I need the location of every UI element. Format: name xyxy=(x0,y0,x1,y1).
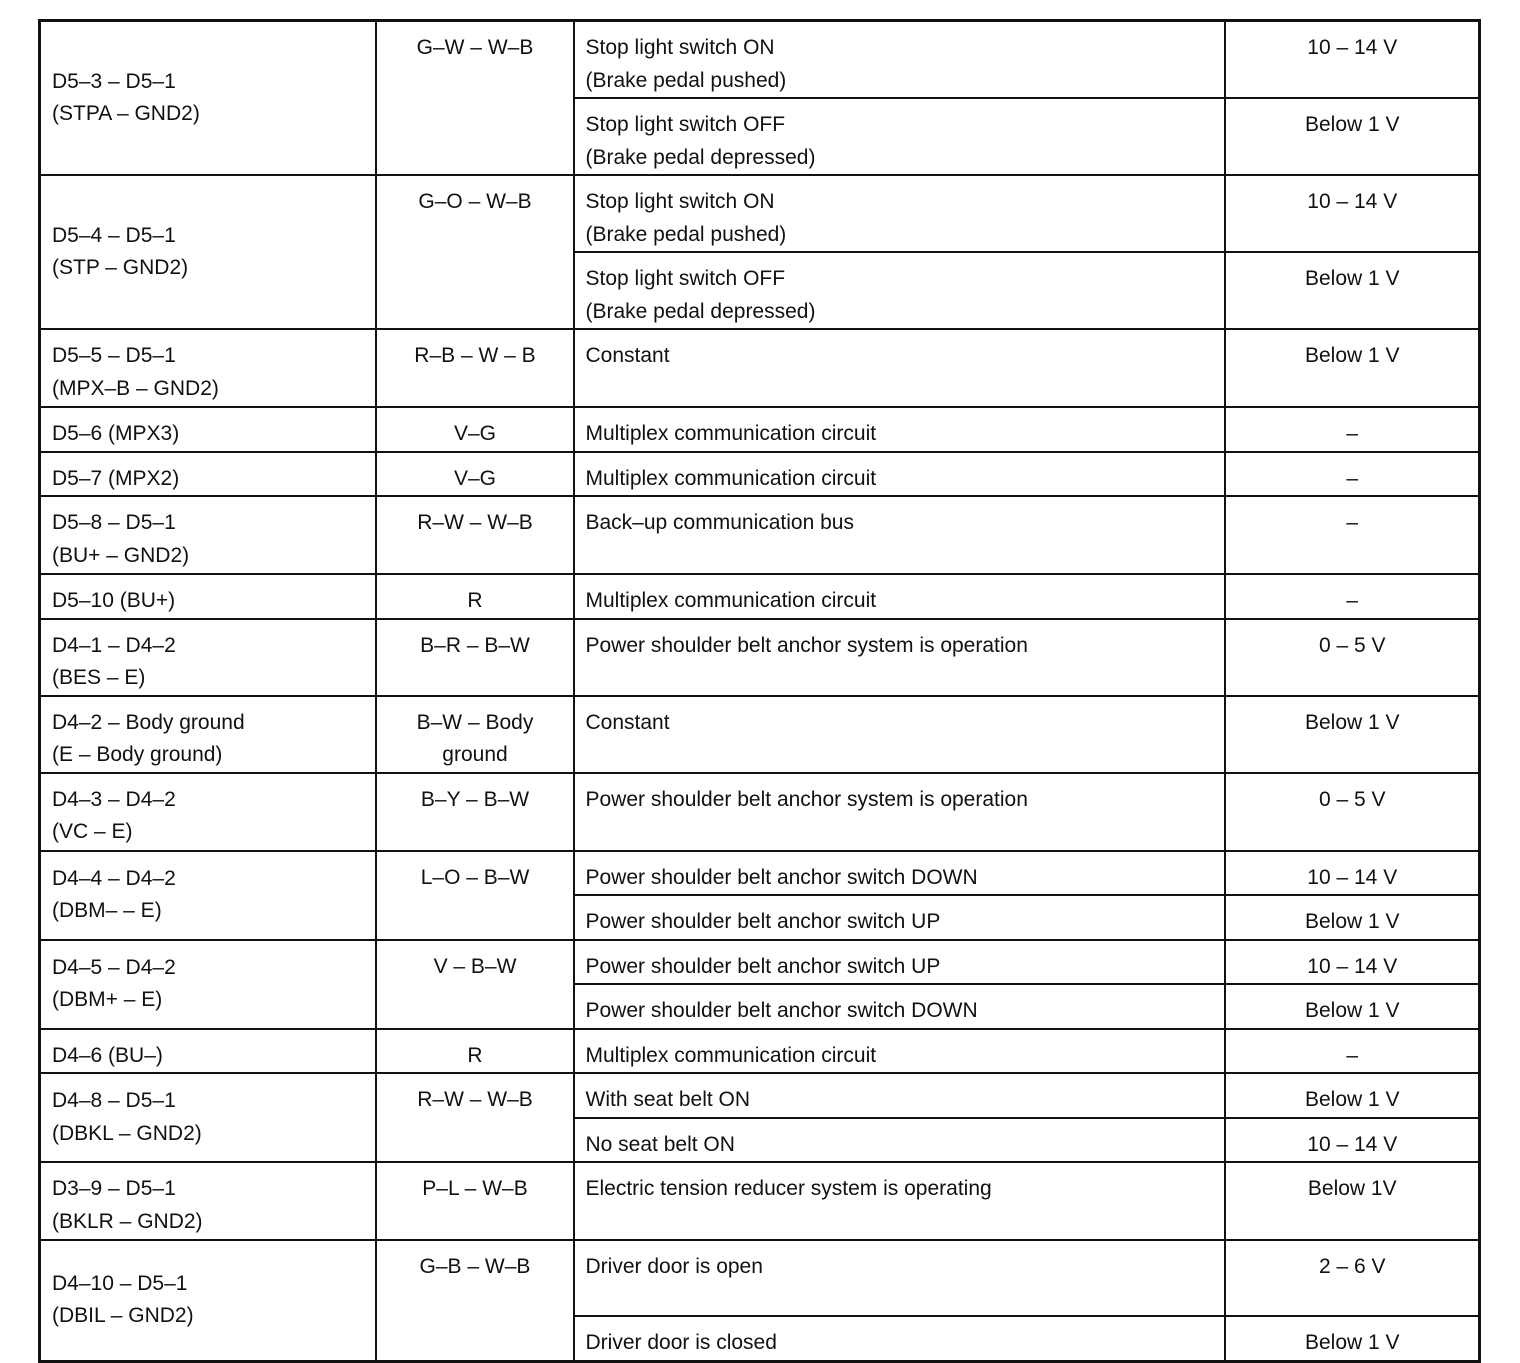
condition-cell xyxy=(574,574,1225,619)
specified-value-cell xyxy=(1225,1029,1480,1074)
table-row xyxy=(40,619,1480,696)
specified-value: – xyxy=(1346,466,1359,490)
terminal-cell xyxy=(40,496,376,574)
table-body xyxy=(40,21,1480,1362)
terminal-line: (E – Body ground) xyxy=(52,743,223,766)
specified-value-cell xyxy=(1225,252,1480,329)
table-row xyxy=(40,851,1480,896)
terminal-line: (MPX–B – GND2) xyxy=(52,376,219,400)
terminal-line: D4–3 – D4–2 xyxy=(52,787,176,811)
condition-line: With seat belt ON xyxy=(585,1088,751,1111)
terminal-line: (DBKL – GND2) xyxy=(52,1121,202,1145)
terminal-line: D4–6 (BU–) xyxy=(52,1043,163,1067)
condition-line: Stop light switch ON xyxy=(585,36,775,59)
terminal-line: (DBM– – E) xyxy=(52,899,162,922)
condition-line: Constant xyxy=(585,710,670,734)
specified-value-cell xyxy=(1225,452,1480,497)
specified-value: – xyxy=(1346,1043,1359,1067)
specified-value-cell xyxy=(1225,984,1480,1029)
specified-value-cell xyxy=(1225,773,1480,851)
specified-value: – xyxy=(1346,589,1359,612)
terminal-line: (STP – GND2) xyxy=(52,256,189,279)
table-row xyxy=(40,1240,1480,1316)
condition-cell xyxy=(574,851,1225,896)
terminal-line: D5–10 (BU+) xyxy=(52,589,176,612)
specified-value-cell xyxy=(1225,407,1480,452)
table-row xyxy=(40,175,1480,252)
condition-line: Multiplex communication circuit xyxy=(585,466,877,490)
specified-value: Below 1 V xyxy=(1304,113,1400,136)
terminal-line: D4–2 – Body ground xyxy=(52,710,245,734)
condition-cell xyxy=(574,940,1225,985)
wiring-color-text: B–R – B–W xyxy=(420,633,530,657)
wiring-color-cell xyxy=(376,452,574,497)
terminal-line: (VC – E) xyxy=(52,820,133,843)
condition-cell xyxy=(574,1316,1225,1361)
condition-line: (Brake pedal depressed) xyxy=(585,145,816,169)
condition-line: Stop light switch OFF xyxy=(585,113,786,136)
specified-value-cell xyxy=(1225,895,1480,940)
condition-line: Driver door is open xyxy=(585,1255,763,1278)
condition-line: Multiplex communication circuit xyxy=(585,1043,877,1067)
wiring-color-text: R xyxy=(467,1043,483,1067)
terminal-cell xyxy=(40,696,376,773)
specified-value: 0 – 5 V xyxy=(1318,787,1386,811)
specified-value: 10 – 14 V xyxy=(1307,36,1398,59)
terminal-cell xyxy=(40,574,376,619)
specified-value-cell xyxy=(1225,619,1480,696)
condition-line: Multiplex communication circuit xyxy=(585,589,877,612)
specified-value: Below 1 V xyxy=(1304,999,1400,1022)
terminal-cell xyxy=(40,1240,376,1361)
condition-cell xyxy=(574,1073,1225,1118)
wiring-color-cell xyxy=(376,619,574,696)
specified-value: Below 1 V xyxy=(1304,1331,1400,1354)
terminal-cell xyxy=(40,329,376,407)
condition-line: Driver door is closed xyxy=(585,1331,777,1354)
condition-cell xyxy=(574,773,1225,851)
table-row xyxy=(40,496,1480,574)
specified-value: 10 – 14 V xyxy=(1307,1132,1398,1156)
terminal-spec-table-container xyxy=(38,19,1481,1363)
table-row xyxy=(40,329,1480,407)
terminal-line: D5–4 – D5–1 xyxy=(52,223,176,247)
specified-value: 0 – 5 V xyxy=(1318,633,1386,657)
terminal-cell xyxy=(40,407,376,452)
wiring-color-text: R–W – W–B xyxy=(417,511,533,534)
wiring-color-cell xyxy=(376,175,574,329)
specified-value-cell xyxy=(1225,496,1480,574)
terminal-line: D4–10 – D5–1 xyxy=(52,1271,188,1295)
table-row xyxy=(40,1073,1480,1118)
wiring-color-cell xyxy=(376,21,574,176)
specified-value-cell xyxy=(1225,1316,1480,1361)
terminal-line: (STPA – GND2) xyxy=(52,102,200,125)
condition-cell xyxy=(574,98,1225,175)
specified-value-cell xyxy=(1225,1118,1480,1163)
condition-line: Power shoulder belt anchor switch DOWN xyxy=(585,999,978,1022)
condition-cell xyxy=(574,895,1225,940)
condition-line: Constant xyxy=(585,344,670,367)
specified-value: 10 – 14 V xyxy=(1307,190,1398,213)
specified-value: 10 – 14 V xyxy=(1307,865,1398,889)
wiring-color-text: L–O – B–W xyxy=(420,865,530,889)
specified-value: Below 1 V xyxy=(1304,1088,1400,1111)
specified-value-cell xyxy=(1225,98,1480,175)
wiring-color-cell xyxy=(376,1162,574,1240)
terminal-spec-table xyxy=(38,19,1481,1363)
condition-cell xyxy=(574,252,1225,329)
specified-value: 2 – 6 V xyxy=(1318,1255,1386,1278)
wiring-color-cell xyxy=(376,773,574,851)
table-row xyxy=(40,773,1480,851)
condition-cell xyxy=(574,696,1225,773)
terminal-line: D4–1 – D4–2 xyxy=(52,633,176,657)
terminal-line: D5–3 – D5–1 xyxy=(52,69,176,93)
condition-cell xyxy=(574,21,1225,99)
terminal-line: D5–5 – D5–1 xyxy=(52,344,176,367)
wiring-color-cell xyxy=(376,329,574,407)
terminal-line: D4–4 – D4–2 xyxy=(52,866,176,890)
terminal-line: D3–9 – D5–1 xyxy=(52,1177,176,1200)
condition-cell xyxy=(574,1118,1225,1163)
terminal-line: D5–7 (MPX2) xyxy=(52,466,180,490)
terminal-cell xyxy=(40,175,376,329)
specified-value: Below 1 V xyxy=(1304,710,1400,734)
wiring-color-text: B–Y – B–W xyxy=(420,787,530,811)
wiring-color-text: G–B – W–B xyxy=(419,1255,531,1278)
table-row xyxy=(40,940,1480,985)
wiring-color-cell xyxy=(376,574,574,619)
table-row xyxy=(40,407,1480,452)
condition-line: (Brake pedal depressed) xyxy=(585,299,816,323)
wiring-color-cell xyxy=(376,1073,574,1162)
table-row xyxy=(40,452,1480,497)
condition-cell xyxy=(574,407,1225,452)
wiring-color-cell xyxy=(376,496,574,574)
specified-value-cell xyxy=(1225,851,1480,896)
condition-cell xyxy=(574,496,1225,574)
terminal-cell xyxy=(40,1073,376,1162)
specified-value-cell xyxy=(1225,1162,1480,1240)
specified-value-cell xyxy=(1225,696,1480,773)
terminal-line: (BU+ – GND2) xyxy=(52,543,190,567)
table-row xyxy=(40,21,1480,99)
condition-line: Power shoulder belt anchor system is operation xyxy=(585,633,1028,657)
wiring-color-text: P–L – W–B xyxy=(422,1177,528,1200)
specified-value-cell xyxy=(1225,329,1480,407)
terminal-line: (DBIL – GND2) xyxy=(52,1304,194,1328)
wiring-color-cell xyxy=(376,1029,574,1074)
specified-value: Below 1 V xyxy=(1304,267,1400,290)
condition-cell xyxy=(574,984,1225,1029)
condition-line: Power shoulder belt anchor switch UP xyxy=(585,910,941,933)
table-row xyxy=(40,696,1480,773)
specified-value: 10 – 14 V xyxy=(1307,954,1398,978)
wiring-color-text: R–W – W–B xyxy=(417,1088,533,1111)
condition-cell xyxy=(574,1029,1225,1074)
wiring-color-cell xyxy=(376,696,574,773)
condition-line: Stop light switch OFF xyxy=(585,267,786,290)
terminal-cell xyxy=(40,452,376,497)
terminal-line: (BKLR – GND2) xyxy=(52,1209,203,1233)
condition-line: Power shoulder belt anchor switch UP xyxy=(585,954,941,978)
wiring-color-cell xyxy=(376,407,574,452)
condition-line: Power shoulder belt anchor switch DOWN xyxy=(585,865,978,889)
specified-value: Below 1 V xyxy=(1304,910,1400,933)
specified-value-cell xyxy=(1225,21,1480,99)
specified-value: Below 1 V xyxy=(1304,344,1400,367)
terminal-line: D4–5 – D4–2 xyxy=(52,955,176,979)
condition-cell xyxy=(574,1162,1225,1240)
condition-line: Electric tension reducer system is operating xyxy=(585,1177,992,1200)
terminal-cell xyxy=(40,851,376,940)
terminal-line: D5–8 – D5–1 xyxy=(52,511,176,534)
specified-value: – xyxy=(1346,422,1359,445)
condition-cell xyxy=(574,452,1225,497)
terminal-cell xyxy=(40,1162,376,1240)
wiring-color-text: G–W – W–B xyxy=(416,36,534,59)
wiring-color-text: B–W – Body ground xyxy=(416,710,534,766)
wiring-color-text: V–G xyxy=(453,422,497,445)
condition-cell xyxy=(574,1240,1225,1316)
condition-line: Power shoulder belt anchor system is operation xyxy=(585,787,1028,811)
terminal-line: D4–8 – D5–1 xyxy=(52,1089,176,1112)
table-row xyxy=(40,1162,1480,1240)
terminal-cell xyxy=(40,1029,376,1074)
terminal-cell xyxy=(40,619,376,696)
condition-cell xyxy=(574,175,1225,252)
wiring-color-text: R–B – W – B xyxy=(414,344,536,367)
terminal-line: D5–6 (MPX3) xyxy=(52,422,180,445)
condition-line: (Brake pedal pushed) xyxy=(585,68,787,92)
terminal-line: (DBM+ – E) xyxy=(52,988,163,1011)
specified-value-cell xyxy=(1225,1073,1480,1118)
wiring-color-cell xyxy=(376,940,574,1029)
condition-cell xyxy=(574,329,1225,407)
wiring-color-cell xyxy=(376,851,574,940)
specified-value: Below 1V xyxy=(1307,1177,1397,1200)
wiring-color-text: V – B–W xyxy=(433,954,517,978)
terminal-cell xyxy=(40,21,376,176)
condition-line: Multiplex communication circuit xyxy=(585,422,877,445)
condition-line: Back–up communication bus xyxy=(585,511,854,534)
condition-line: Stop light switch ON xyxy=(585,190,775,213)
specified-value-cell xyxy=(1225,940,1480,985)
wiring-color-text: R xyxy=(467,589,483,612)
condition-line: (Brake pedal pushed) xyxy=(585,222,787,246)
specified-value-cell xyxy=(1225,175,1480,252)
specified-value: – xyxy=(1346,511,1359,534)
table-row xyxy=(40,574,1480,619)
specified-value-cell xyxy=(1225,1240,1480,1316)
condition-cell xyxy=(574,619,1225,696)
condition-line: No seat belt ON xyxy=(585,1132,735,1156)
terminal-cell xyxy=(40,940,376,1029)
specified-value-cell xyxy=(1225,574,1480,619)
table-row xyxy=(40,1029,1480,1074)
wiring-color-cell xyxy=(376,1240,574,1361)
terminal-cell xyxy=(40,773,376,851)
wiring-color-text: G–O – W–B xyxy=(418,190,532,213)
wiring-color-text: V–G xyxy=(453,466,497,490)
terminal-line: (BES – E) xyxy=(52,666,146,689)
